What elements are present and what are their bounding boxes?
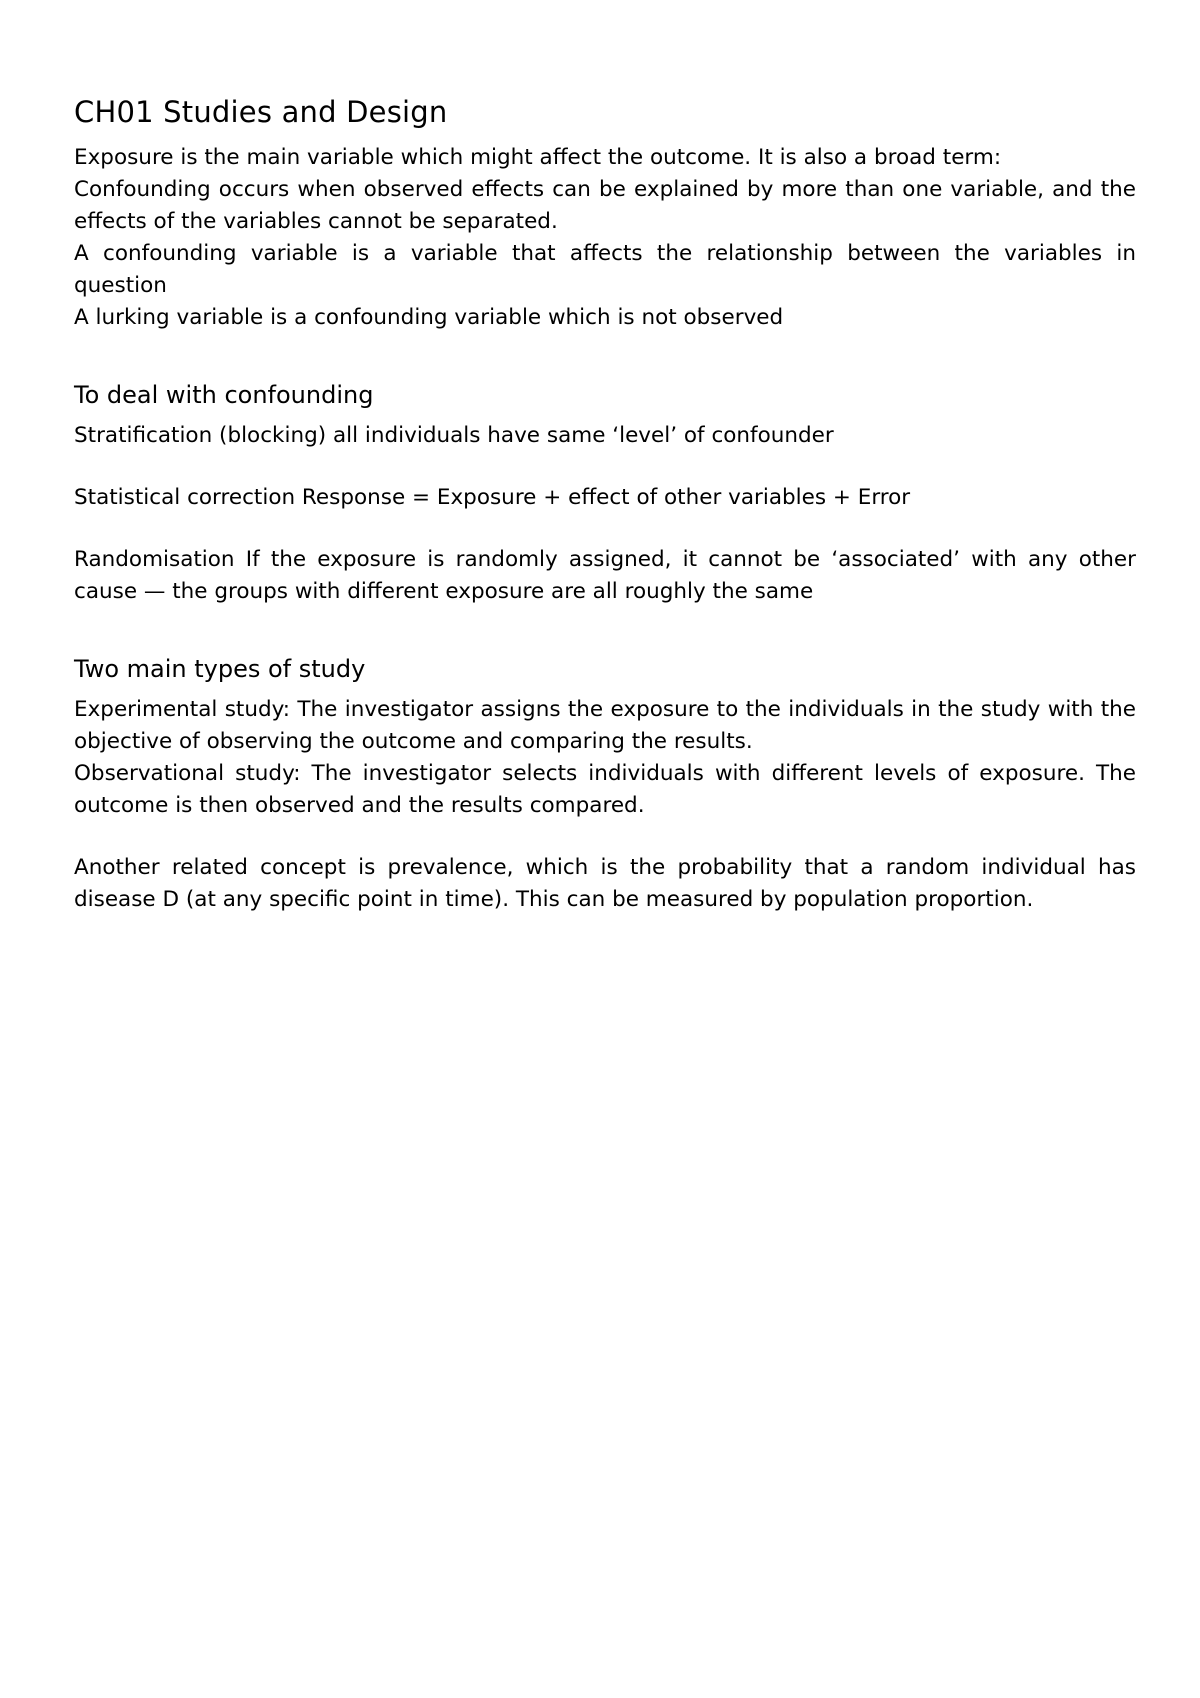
document-page [74, 92, 1136, 916]
spacer [74, 514, 1136, 544]
prevalence-paragraph: Another related concept is prevalence, which is the probability that a random individual has disease D (at any specific point in time). This can be measured by population proportion. [74, 855, 1136, 912]
statistical-correction-paragraph: Statistical correction Response = Exposure + effect of other variables + Error [74, 485, 911, 510]
confounding-paragraph: Confounding occurs when observed effects can be explained by more than one variable, and the effects of the variables cannot be separated. [74, 177, 1136, 234]
spacer [74, 334, 1136, 378]
randomisation-paragraph: Randomisation If the exposure is randomly assigned, it cannot be ‘associated’ with any other cause — the groups with different exposure are all roughly the same [74, 547, 1136, 604]
spacer [74, 608, 1136, 652]
spacer [74, 822, 1136, 852]
confounding-variable-paragraph: A confounding variable is a variable that affects the relationship between the variables in question [74, 241, 1136, 298]
spacer [74, 452, 1136, 482]
study-types-heading: Two main types of study [74, 655, 366, 683]
observational-study-paragraph: Observational study: The investigator selects individuals with different levels of exposure. The outcome is then observed and the results compared. [74, 761, 1136, 818]
document-title: CH01 Studies and Design [74, 95, 448, 129]
stratification-paragraph: Stratification (blocking) all individuals have same ‘level’ of confounder [74, 423, 834, 448]
confounding-heading: To deal with confounding [74, 381, 374, 409]
lurking-variable-paragraph: A lurking variable is a confounding variable which is not observed [74, 305, 784, 330]
experimental-study-paragraph: Experimental study: The investigator assigns the exposure to the individuals in the study with the objective of observing the outcome and comparing the results. [74, 697, 1136, 754]
exposure-paragraph: Exposure is the main variable which might affect the outcome. It is also a broad term: [74, 145, 1002, 170]
